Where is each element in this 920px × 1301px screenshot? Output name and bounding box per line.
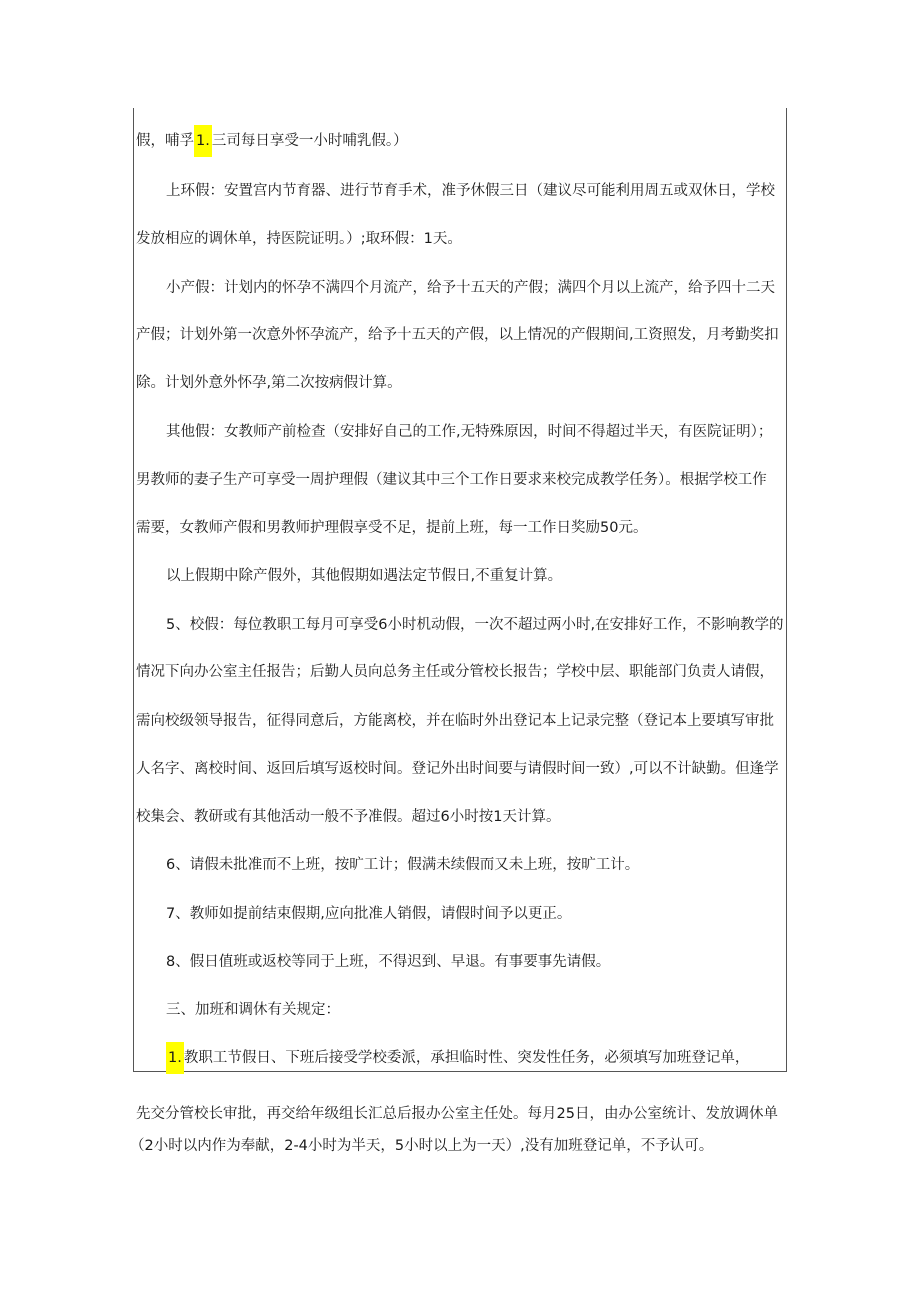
paragraph-item-7: 7、教师如提前结束假期,应向批准人销假，请假时间予以更正。 [166,906,572,922]
line-1-prefix: 假，哺孚 [136,133,194,149]
paragraph-item-8: 8、假日值班或返校等同于上班，不得迟到、早退。有事要事先请假。 [166,954,611,970]
text-line-8: 男教师的妻子生产可享受一周护理假（建议其中三个工作日要求来校完成教学任务）。根据学校工作 [136,472,767,488]
section-heading-overtime: 三、加班和调休有关规定： [166,1002,340,1018]
highlighted-number: 1. [194,125,212,157]
text-line-5: 产假；计划外第一次意外怀孕流产，给予十五天的产假，以上情况的产假期间,工资照发，月考勤奖扣 [136,327,779,343]
text-line-14: 人名字、离校时间、返回后填写返校时间。登记外出时间要与请假时间一致）,可以不计缺勤。但逢学 [136,761,779,777]
paragraph-iud-leave: 上环假：安置宫内节育器、进行节育手术，准予休假三日（建议尽可能利用周五或双休日，学校 [166,183,775,199]
paragraph-item-6: 6、请假未批准而不上班，按旷工计；假满未续假而又未上班，按旷工计。 [166,857,640,873]
after-box-line-1: 先交分管校长审批，再交给年级组长汇总后报办公室主任处。每月25日，由办公室统计、发放调休单 [136,1106,778,1122]
paragraph-item-5: 5、校假：每位教职工每月可享受6小时机动假，一次不超过两小时,在安排好工作，不影响教学的 [166,617,784,633]
text-line-12: 情况下向办公室主任报告；后勤人员向总务主任或分管校长报告；学校中层、职能部门负责人请假， [136,664,774,680]
paragraph-holiday-note: 以上假期中除产假外，其他假期如遇法定节假日,不重复计算。 [166,568,563,584]
line-20-text: 教职工节假日、下班后接受学校委派，承担临时性、突发性任务，必须填写加班登记单， [183,1050,750,1066]
paragraph-other-leave: 其他假：女教师产前检查（安排好自己的工作,无特殊原因，时间不得超过半天，有医院证明）； [166,424,773,440]
text-line-6: 除。计划外意外怀孕,第二次按病假计算。 [136,375,402,391]
paragraph-miscarriage-leave: 小产假：计划内的怀孕不满四个月流产，给予十五天的产假；满四个月以上流产，给予四十二天 [166,280,775,296]
text-line-15: 校集会、教研或有其他活动一般不予准假。超过6小时按1天计算。 [136,809,561,825]
highlighted-number: 1. [166,1042,184,1074]
line-1-suffix: 三司每日享受一小时哺乳假。） [211,133,408,149]
text-line-20 [166,1048,749,1068]
text-line-1 [136,131,408,151]
text-line-9: 需要，女教师产假和男教师护理假享受不足，提前上班，每一工作日奖励50元。 [136,520,648,536]
text-line-3: 发放相应的调休单，持医院证明。）;取环假：1天。 [136,231,462,247]
text-frame-border [133,108,787,1072]
after-box-line-2: （2小时以内作为奉献，2-4小时为半天，5小时以上为一天）,没有加班登记单，不予认可。 [130,1138,714,1154]
text-line-13: 需向校级领导报告，征得同意后，方能离校，并在临时外出登记本上记录完整（登记本上要填写审批 [136,713,774,729]
